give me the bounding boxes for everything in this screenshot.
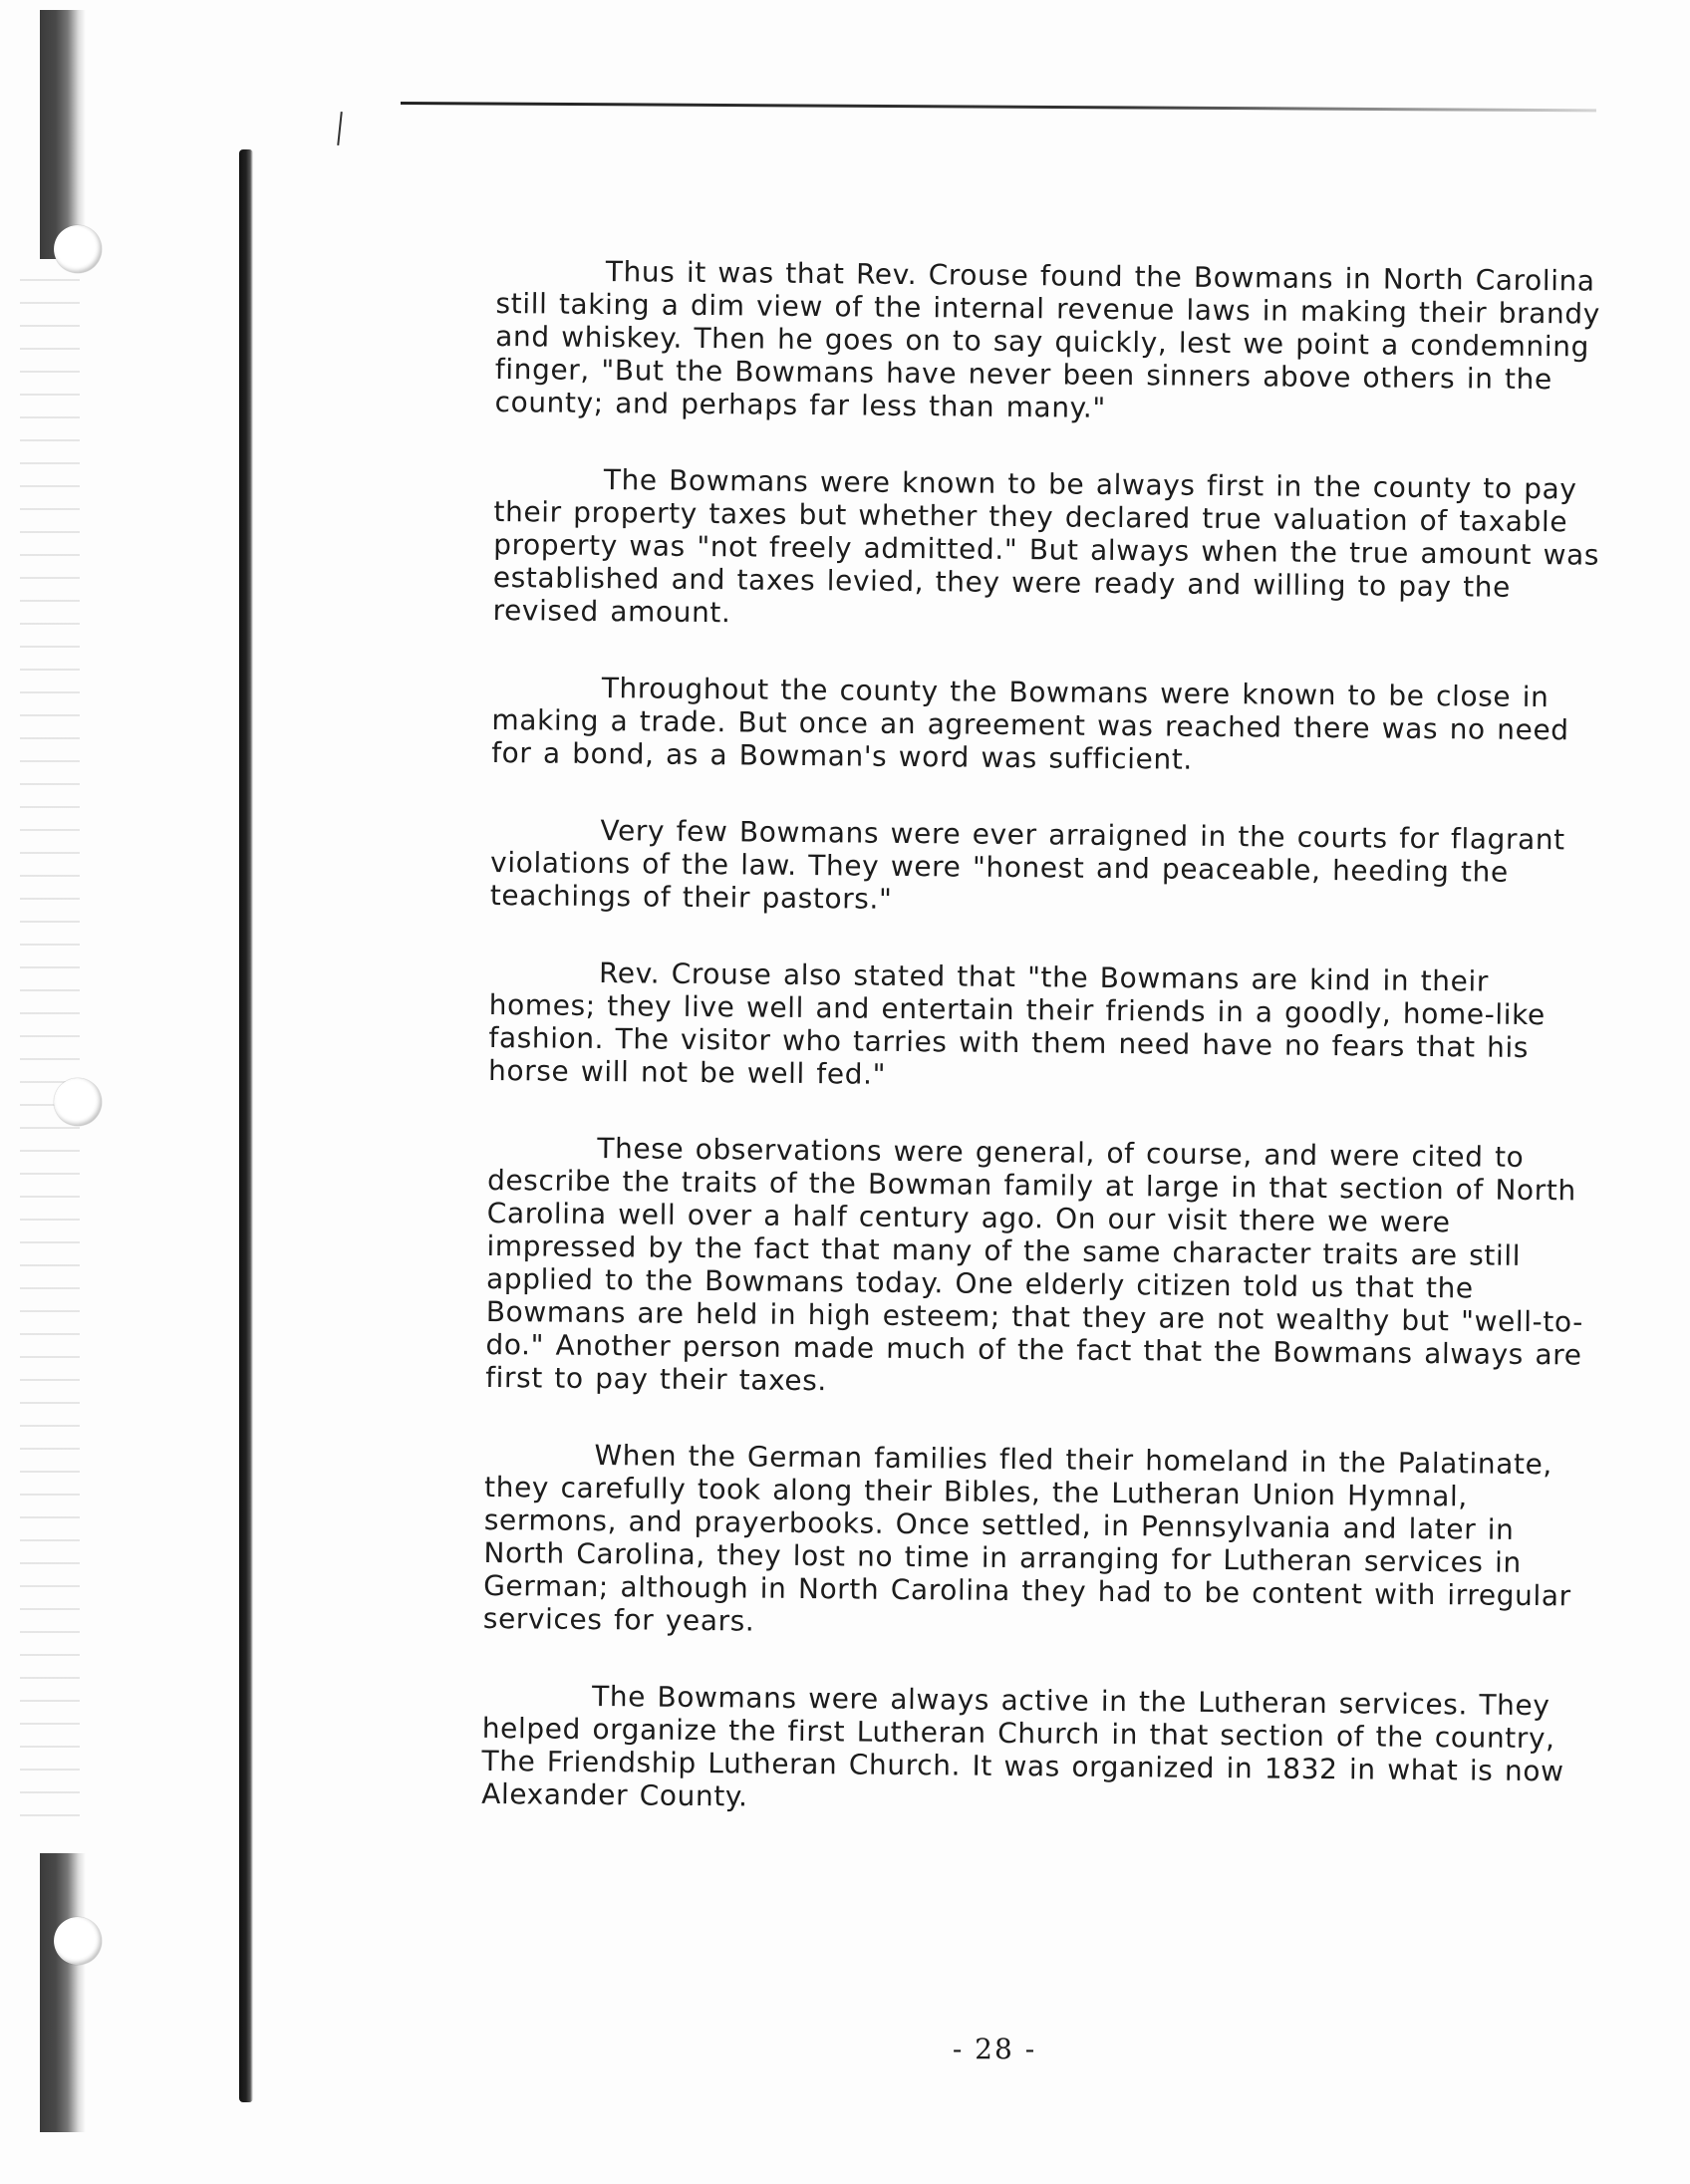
- punch-hole-middle: [54, 1078, 102, 1126]
- paragraph-5: Rev. Crouse also stated that "the Bowmans are kind in their homes; they live well and entertain their friends in a goodly, home-like fashion. The visitor who tarries with them need have no fears that his horse will not be well fed.": [487, 956, 1546, 1091]
- binder-edge-top: [40, 10, 86, 259]
- binder-edge-bottom: [40, 1853, 86, 2132]
- punch-hole-bottom: [54, 1917, 102, 1965]
- paragraph-2: The Bowmans were known to be always first in the county to pay their property taxes but whether they declared true valuation of taxable property was "not freely admitted." But always when the true amount was established and taxes levied, they were ready and willing to pay the revised amount.: [492, 463, 1600, 630]
- paragraph-8: The Bowmans were always active in the Lutheran services. They helped organize the first Lutheran Church in that section of the country, The Friendship Lutheran Church. It was organized in 1832 in what is now Alexander County.: [481, 1679, 1564, 1813]
- page-number: - 28 -: [952, 2033, 1037, 2065]
- paragraph-4: Very few Bowmans were ever arraigned in the courts for flagrant violations of the law. They were "honest and peaceable, heeding the teachings of their pastors.": [489, 814, 1565, 916]
- body-text: [481, 254, 1612, 1865]
- page-border-top: [401, 102, 1596, 112]
- punch-hole-top: [54, 225, 102, 273]
- corner-tick-mark: [337, 112, 343, 145]
- paragraph-7: When the German families fled their homeland in the Palatinate, they carefully took along their Bibles, the Lutheran Union Hymnal, sermons, and prayerbooks. Once settled, in Pennsylvania and later in North Carolina, they lost no time in arranging for Lutheran services in German; although in North Carolina they had to be content with irregular services for years.: [482, 1439, 1571, 1638]
- paragraph-3: Throughout the county the Bowmans were known to be close in making a trade. But once an agreement was reached there was no need for a bond, as a Bowman's word was sufficient.: [491, 672, 1569, 776]
- binder-edge-specks: [20, 279, 80, 1833]
- paragraph-1: Thus it was that Rev. Crouse found the Bowmans in North Carolina still taking a dim view of the internal revenue laws in making their brandy and whiskey. Then he goes on to say quickly, lest we point a condemning finger, "But the Bowmans have never been sinners above others in the county; and perhaps far less than many.": [494, 255, 1601, 424]
- page-border-left: [239, 149, 253, 2102]
- paragraph-6: These observations were general, of course, and were cited to describe the traits of the Bowman family at large in that section of North Carolina well over a half century ago. On our visit there we were impressed by the fact that many of the same character traits are still applied to the Bowmans today. One elderly citizen told us that the Bowmans are held in high esteem; that they are not wealthy but "well-to-do." Another person made much of the fact that the Bowmans always are first to pay their taxes.: [485, 1132, 1584, 1398]
